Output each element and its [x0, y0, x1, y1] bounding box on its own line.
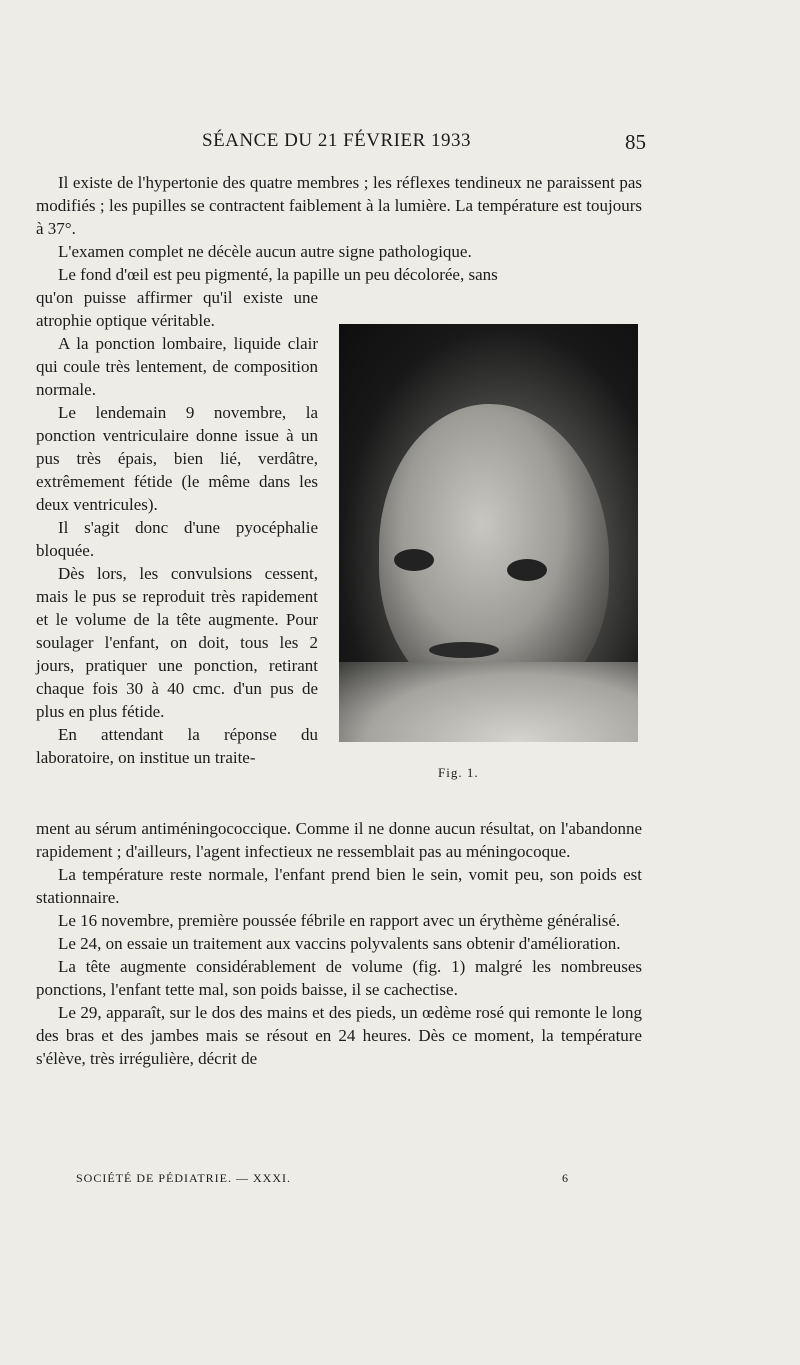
running-header [36, 130, 646, 156]
page-number: 85 [625, 130, 646, 154]
body-text-wrapped [36, 286, 318, 769]
eye-left [394, 549, 434, 571]
garment [339, 662, 638, 742]
paragraph: Le fond d'œil est peu pigmenté, la papille un peu décolorée, sans [58, 265, 498, 284]
paragraph: Le 24, on essaie un traitement aux vaccins polyvalents sans obtenir d'amélioration. [58, 934, 621, 953]
figure-photograph [339, 324, 638, 742]
eye-right [507, 559, 547, 581]
mouth [429, 642, 499, 658]
paragraph: Il existe de l'hypertonie des quatre membres ; les réflexes tendineux ne paraissent pas modifiés ; les pupilles se contractent faiblement à la lumière. La température est toujours à 37°. [36, 173, 642, 238]
paragraph: Il s'agit donc d'une pyocéphalie bloquée. [36, 518, 318, 560]
paragraph: A la ponction lombaire, liquide clair qui coule très lentement, de composition normale. [36, 334, 318, 399]
paragraph: En attendant la réponse du laboratoire, on institue un traite- [36, 725, 318, 767]
paragraph: Le 29, apparaît, sur le dos des mains et des pieds, un œdème rosé qui remonte le long des bras et des jambes mais se résout en 24 heures. Dès ce moment, la température s'élève, très irrégulière, décrit de [36, 1003, 642, 1068]
figure-caption: Fig. 1. [438, 765, 479, 780]
running-title: SÉANCE DU 21 FÉVRIER 1933 [202, 130, 472, 151]
paragraph: La température reste normale, l'enfant prend bien le sein, vomit peu, son poids est stationnaire. [36, 865, 642, 907]
paragraph: Le 16 novembre, première poussée fébrile en rapport avec un érythème généralisé. [58, 911, 621, 930]
journal-line: SOCIÉTÉ DE PÉDIATRIE. — XXXI. [76, 1171, 291, 1185]
paragraph: Dès lors, les convulsions cessent, mais le pus se reproduit très rapidement et le volume de la tête augmente. Pour soulager l'enfant, on doit, tous les 2 jours, pratiquer une ponction, retirant chaque fois 30 à 40 cmc. d'un pus de plus en plus fétide. [36, 564, 318, 721]
paragraph: La tête augmente considérablement de volume (fig. 1) malgré les nombreuses ponctions, l'enfant tette mal, son poids baisse, il se cachectise. [36, 957, 642, 999]
paragraph: qu'on puisse affirmer qu'il existe une atrophie optique véritable. [36, 288, 318, 330]
paragraph: Le lendemain 9 novembre, la ponction ventriculaire donne issue à un pus très épais, bien lié, verdâtre, extrêmement fétide (le même dans les deux ventricules). [36, 403, 318, 514]
body-text-top [36, 171, 642, 286]
body-text-bottom [36, 817, 642, 1070]
page-footer [76, 1171, 576, 1191]
paragraph: ment au sérum antiméningococcique. Comme il ne donne aucun résultat, on l'abandonne rapidement ; d'ailleurs, l'agent infectieux ne ressemblait pas au méningocoque. [36, 819, 642, 861]
paragraph: L'examen complet ne décèle aucun autre signe pathologique. [58, 242, 472, 261]
signature-mark: 6 [562, 1171, 569, 1185]
